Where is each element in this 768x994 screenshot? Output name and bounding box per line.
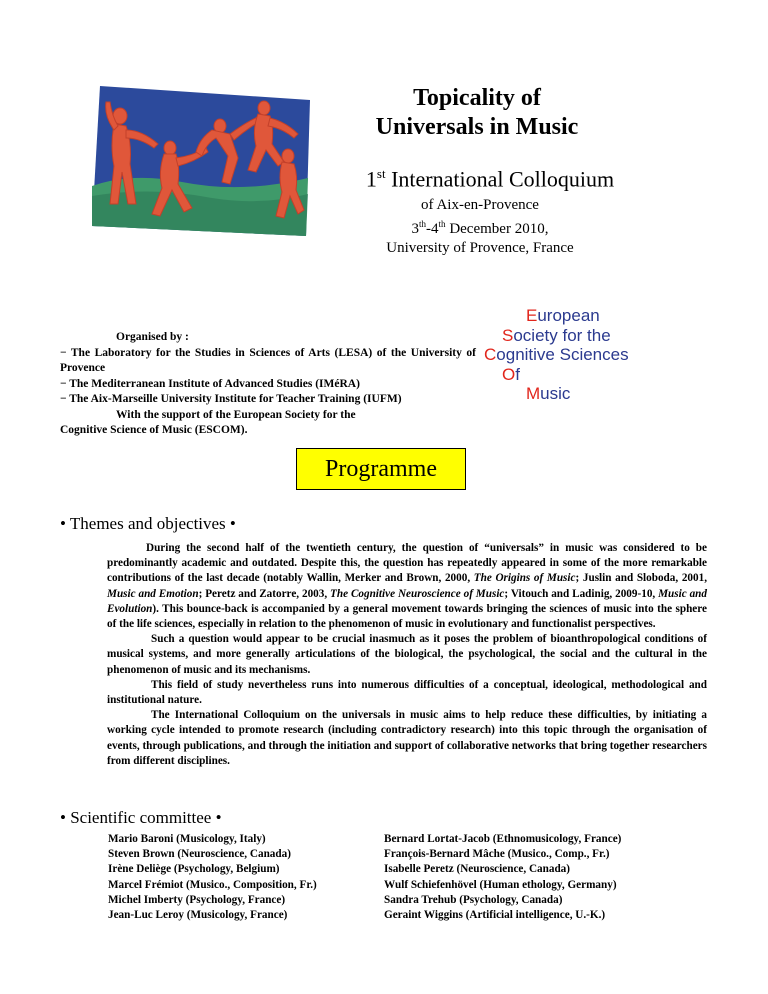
escom-logo-line: Music <box>526 384 571 403</box>
document-title <box>330 84 624 142</box>
dates-line <box>280 215 680 239</box>
title-line-2: Universals in Music <box>375 114 579 140</box>
organisers-heading: Organised by : <box>116 331 189 343</box>
dates-start-suffix: th <box>419 219 427 229</box>
support-line-2: Cognitive Science of Music (ESCOM). <box>60 424 248 436</box>
themes-heading: • Themes and objectives • <box>60 514 236 533</box>
university-line: University of Provence, France <box>386 240 574 256</box>
dates-rest: December 2010, <box>445 221 549 237</box>
escom-logo <box>484 306 704 404</box>
themes-paragraph-4: The International Colloquium on the universals in music aims to help reduce these difficulties, by initiating a working cycle intended to promote research (including contradictory research) into this topic through the organisation of events, through publications, and through the initiation and support of collaborative networks that bring together researchers from different disciplines. <box>107 709 707 767</box>
committee-member: Geraint Wiggins (Artificial intelligence, U.-K.) <box>384 909 606 922</box>
committee-member: Wulf Schiefenhövel (Human ethology, Germany) <box>384 878 617 891</box>
event-location-dates <box>280 196 680 258</box>
organisers-block <box>60 330 476 439</box>
colloquium-ordinal-suffix: st <box>376 166 386 181</box>
organiser-item: − The Laboratory for the Studies in Sciences of Arts (LESA) of the University of Provence <box>60 346 476 374</box>
location-line: of Aix-en-Provence <box>421 197 539 213</box>
dates-end-suffix: th <box>438 219 446 229</box>
committee-member: Steven Brown (Neuroscience, Canada) <box>108 848 291 861</box>
organiser-item: − The Aix-Marseille University Institute for Teacher Training (IUFM) <box>60 393 402 405</box>
committee-member: Bernard Lortat-Jacob (Ethnomusicology, France) <box>384 833 622 845</box>
themes-paragraph-2: Such a question would appear to be crucial inasmuch as it poses the problem of bioanthropological conditions of musical systems, and more generally articulations of the biological, the psychological, the social and the cultural in the phenomenon of music and its mechanisms. <box>107 633 707 676</box>
support-line-1: With the support of the European Society for the <box>116 408 356 421</box>
committee-member: Mario Baroni (Musicology, Italy) <box>108 833 266 845</box>
escom-logo-line: Society for the <box>502 325 611 345</box>
committee-heading: • Scientific committee • <box>60 808 222 827</box>
organiser-item: − The Mediterranean Institute of Advanced Studies (IMéRA) <box>60 377 360 390</box>
committee-member: Michel Imberty (Psychology, France) <box>108 893 286 906</box>
committee-member: Jean-Luc Leroy (Musicology, France) <box>108 909 288 922</box>
title-line-1: Topicality of <box>413 85 541 111</box>
colloquium-name: International Colloquium <box>385 166 615 192</box>
colloquium-ordinal: 1 <box>365 166 377 192</box>
escom-logo-line: European <box>526 306 600 325</box>
committee-list-left <box>108 832 378 923</box>
committee-member: Marcel Frémiot (Musico., Composition, Fr.) <box>108 878 317 891</box>
committee-member: François-Bernard Mâche (Musico., Comp., Fr.) <box>384 848 610 861</box>
dates-sep: -4 <box>426 221 439 237</box>
committee-list-right <box>384 832 714 923</box>
committee-member: Isabelle Peretz (Neuroscience, Canada) <box>384 863 571 876</box>
dates-start: 3 <box>411 221 420 237</box>
themes-body <box>107 541 707 769</box>
themes-paragraph-1: During the second half of the twentieth century, the question of “universals” in music was considered to be predominantly academic and outdated. Despite this, the question has repeatedly appeared in some of the more remarkable contributions of the last decade (notably Wallin, Merker and Brown, 2000, The Origins of Music; Juslin and Sloboda, 2001, Music and Emotion; Peretz and Zatorre, 2003, The Cognitive Neuroscience of Music; Vitouch and Ladinig, 2009-10, Music and Evolution). This bounce-back is accompanied by a general movement towards bringing the sciences of music into the sphere of the life sciences, especially in relation to the phenomenon of music in evolutionary and functionalist perspectives. <box>107 542 707 631</box>
escom-logo-line: Cognitive Sciences <box>484 345 629 364</box>
colloquium-heading <box>300 166 680 192</box>
themes-paragraph-3: This field of study nevertheless runs into numerous difficulties of a conceptual, ideological, methodological and institutional nature. <box>107 678 707 707</box>
committee-member: Sandra Trehub (Psychology, Canada) <box>384 893 563 906</box>
committee-member: Irène Deliège (Psychology, Belgium) <box>108 863 280 876</box>
programme-banner: Programme <box>296 448 466 490</box>
dance-painting-image <box>92 86 310 236</box>
escom-logo-line: Of <box>502 364 520 384</box>
